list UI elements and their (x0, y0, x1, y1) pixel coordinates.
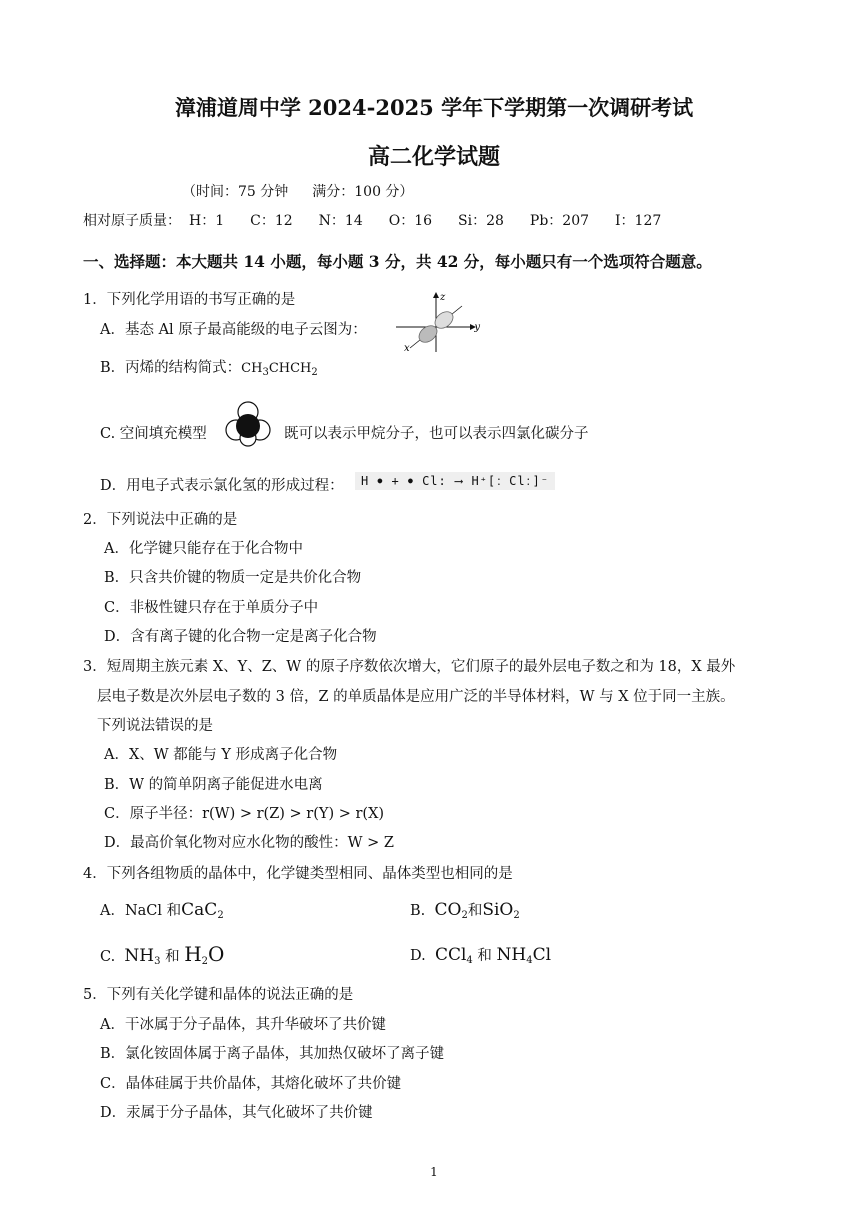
hcl-electron-formula: H ● + ● Cl: ⟶ H⁺[：Cl：]⁻ (355, 470, 555, 489)
axis-label-x: x (404, 343, 410, 354)
q2-option-b: B．只含共价键的物质一定是共价化合物 (104, 570, 362, 586)
axis-label-y: y (474, 322, 480, 333)
q4-option-d: D. CCl$_4$ 和 $NH_4Cl$ (410, 945, 552, 966)
atomic-mass-line (83, 210, 687, 230)
q2-stem: 2．下列说法中正确的是 (83, 512, 238, 528)
q5-option-c: C．晶体硅属于共价晶体，其熔化破坏了共价键 (100, 1076, 402, 1092)
exam-info (182, 181, 437, 201)
atomic-mass-item: N：14 (318, 213, 363, 229)
atomic-mass-item: H：1 (189, 213, 225, 229)
q2-option-d: D．含有离子键的化合物一定是离子化合物 (104, 629, 377, 645)
page-number: 1 (430, 1165, 438, 1179)
q1-option-c-pre: C. 空间填充模型 (100, 426, 207, 442)
exam-subtitle: 高二化学试题 (367, 144, 500, 170)
q1-option-b: B．丙烯的结构简式：$CH_3CHCH_2$ (100, 360, 318, 378)
propene-formula: $CH_3CHCH_2$ (241, 361, 318, 378)
q1-option-c-post: 既可以表示甲烷分子，也可以表示四氯化碳分子 (284, 426, 589, 442)
exam-title: 漳浦道周中学 2024-2025 学年下学期第一次调研考试 (174, 95, 694, 120)
q5-option-d: D．汞属于分子晶体，其气化破坏了共价键 (100, 1105, 373, 1121)
atomic-mass-item: Pb：207 (529, 213, 590, 229)
q5-option-b: B．氯化铵固体属于离子晶体，其加热仅破坏了离子键 (100, 1046, 445, 1062)
axis-label-z: z (440, 292, 446, 303)
q3-option-b: B．W 的简单阴离子能促进水电离 (104, 777, 323, 793)
q5-stem: 5．下列有关化学键和晶体的说法正确的是 (83, 987, 354, 1003)
q1-option-a: A．基态 Al 原子最高能级的电子云图为： (100, 322, 367, 338)
exam-time: （时间：75 分钟 (182, 184, 289, 200)
orbital-diagram (392, 290, 482, 354)
q1-option-d: D．用电子式表示氯化氢的形成过程： (100, 478, 344, 494)
q4-option-c: C. $NH_3$ 和 $H_2O$ (100, 942, 225, 967)
q3-stem-line2: 层电子数是次外层电子数的 3 倍，Z 的单质晶体是应用广泛的半导体材料，W 与 X 位于同一主族。 (97, 689, 735, 705)
q2-option-c: C．非极性键只存在于单质分子中 (104, 600, 319, 616)
section-heading: 一、选择题：本大题共 14 小题，每小题 3 分，共 42 分，每小题只有一个选项符合题意。 (83, 252, 712, 271)
atomic-mass-item: O：16 (388, 213, 433, 229)
q3-option-d: D．最高价氧化物对应水化物的酸性：W > Z (104, 835, 394, 851)
q3-option-c: C．原子半径：r(W) > r(Z) > r(Y) > r(X) (104, 806, 385, 822)
q1-stem: 1．下列化学用语的书写正确的是 (83, 292, 296, 308)
atomic-mass-item: C：12 (250, 213, 293, 229)
exam-score: 满分：100 分） (312, 184, 414, 200)
atomic-mass-label: 相对原子质量： (83, 213, 181, 229)
q3-stem-line3: 下列说法错误的是 (97, 718, 213, 734)
q5-option-a: A．干冰属于分子晶体，其升华破坏了共价键 (100, 1017, 386, 1033)
q4-option-a: A．NaCl 和CaC$_2$ (100, 900, 224, 921)
atomic-mass-item: Si：28 (458, 213, 504, 229)
q2-option-a: A．化学键只能存在于化合物中 (104, 541, 303, 557)
q4-option-b: B. $CO_2$和SiO$_2$ (410, 900, 520, 921)
q3-option-a: A．X、W 都能与 Y 形成离子化合物 (104, 747, 338, 763)
q3-stem-line1: 3．短周期主族元素 X、Y、Z、W 的原子序数依次增大，它们原子的最外层电子数之和为 18，X 最外 (83, 659, 736, 675)
space-filling-model (224, 400, 272, 448)
atomic-mass-item: I：127 (615, 213, 662, 229)
q4-stem: 4．下列各组物质的晶体中，化学键类型相同、晶体类型也相同的是 (83, 866, 513, 882)
